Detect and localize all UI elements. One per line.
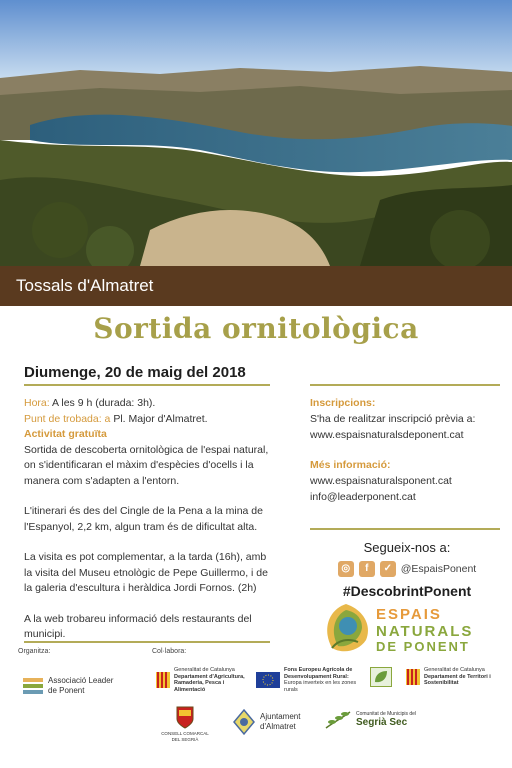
ajuntament-almatret-logo xyxy=(232,708,322,736)
meeting-value: Pl. Major d'Almatret. xyxy=(113,412,208,425)
segria-line1: Comunitat de Municipis del xyxy=(356,710,417,717)
meeting-line xyxy=(24,412,276,428)
espais-naturals-logo xyxy=(318,600,498,656)
time-line xyxy=(24,396,276,412)
gen1-line2: Departament d'Agricultura, Ramaderia, Pesca i Alimentació xyxy=(174,673,245,693)
hashtag: #DescobrintPonent xyxy=(342,583,472,599)
leader-ponent-logo xyxy=(22,675,142,697)
event-date: Diumenge, 20 de maig del 2018 xyxy=(24,364,246,381)
consell-line1: CONSELL COMARCAL xyxy=(161,731,209,736)
signup-label: Inscripcions: xyxy=(310,397,376,409)
eu-feader-logo xyxy=(256,667,366,693)
eu-line2: Europa inverteix en les zones rurals xyxy=(284,680,357,693)
eu-text xyxy=(284,667,366,693)
ajuntament-name: Ajuntament d'Almatret xyxy=(260,712,301,731)
social-handle[interactable]: @EspaisPonent xyxy=(400,563,477,575)
brand-line-1: ESPAIS xyxy=(376,606,442,623)
social-row xyxy=(312,561,502,577)
segria-line2: Segrià Sec xyxy=(356,717,408,729)
complement-paragraph: La visita es pot complementar, a la tarda (16h), amb la visita del Museu etnològic de Pepe Guillermo, i de la galeria d'escultura i heràldica Jordi Fornos. (2h) xyxy=(24,551,268,594)
eu-flag-icon xyxy=(256,672,280,688)
collab-label: Col·labora: xyxy=(152,648,187,655)
eu-line1: Fons Europeu Agrícola de Desenvolupament Rural: xyxy=(284,667,353,680)
generalitat-agriculture-text xyxy=(174,667,256,693)
info-email-link[interactable]: info@leaderponent.cat xyxy=(310,491,416,503)
facebook-icon[interactable]: f xyxy=(359,561,375,577)
brand-line-3: DE PONENT xyxy=(376,639,470,654)
contact-info xyxy=(310,395,500,505)
social-section xyxy=(312,540,502,599)
olive-branch-icon xyxy=(324,708,352,732)
ajuntament-crest-icon xyxy=(232,708,256,736)
consell-comarcal-logo xyxy=(160,705,210,743)
left-bottom-rule xyxy=(24,641,270,643)
leader-eu-icon xyxy=(370,667,392,687)
follow-title: Segueix-nos a: xyxy=(363,540,451,555)
generalitat-agriculture-logo xyxy=(156,667,256,693)
right-top-rule xyxy=(310,384,500,386)
generalitat-territory-text xyxy=(424,667,504,687)
restaurants-paragraph: A la web trobareu informació dels restaurants del municipi. xyxy=(24,612,252,640)
segria-sec-logo xyxy=(324,708,424,732)
segria-text xyxy=(356,711,422,730)
landscape-image xyxy=(0,0,512,266)
meeting-label: Punt de trobada: a xyxy=(24,412,111,425)
event-title: Sortida ornitològica xyxy=(93,312,419,345)
info-web-link[interactable]: www.espaisnaturalsponent.cat xyxy=(310,475,452,487)
gen2-line1: Generalitat de Catalunya xyxy=(424,667,485,673)
consell-line2: DEL SEGRIÀ xyxy=(171,737,199,742)
time-label: Hora: xyxy=(24,397,50,409)
generalitat-flag-icon-2 xyxy=(406,669,420,685)
location-banner xyxy=(0,266,512,306)
brand-line-2: NATURALS xyxy=(376,623,474,640)
twitter-icon[interactable]: ✓ xyxy=(380,561,396,577)
leaf-icon xyxy=(371,668,391,686)
signup-link[interactable]: www.espaisnaturalsdeponent.cat xyxy=(310,429,464,441)
leader-logo-icon xyxy=(22,675,44,697)
itinerary-paragraph: L'itinerari és des del Cingle de la Pena a la mina de l'Espanyol, 2,2 km, algun tram és de dificultat alta. xyxy=(24,505,263,533)
instagram-icon[interactable]: ◎ xyxy=(338,561,354,577)
location-title: Tossals d'Almatret xyxy=(16,276,154,295)
hero-photo xyxy=(0,0,512,266)
gen1-line1: Generalitat de Catalunya xyxy=(174,667,235,673)
right-middle-rule xyxy=(310,528,500,530)
free-activity-label: Activitat gratuïta xyxy=(24,428,107,440)
gen2-line2: Departament de Territori i Sostenibilitat xyxy=(424,673,491,686)
event-details xyxy=(24,396,276,643)
organize-label: Organitza: xyxy=(18,648,51,655)
leaf-logo-icon xyxy=(318,600,374,656)
date-underline xyxy=(24,384,270,386)
time-value: A les 9 h (durada: 3h). xyxy=(52,397,156,409)
generalitat-flag-icon xyxy=(156,672,170,688)
signup-text: S'ha de realitzar inscripció prèvia a: xyxy=(310,413,476,425)
coat-of-arms-icon xyxy=(175,705,195,729)
generalitat-territory-logo xyxy=(406,667,506,687)
leader-name: Associació Leader de Ponent xyxy=(48,676,114,695)
description-paragraph: Sortida de descoberta ornitològica de l'espai natural, on s'identificaran el màxim d'espècies d'ocells i la manera com s'adapten a l'entorn. xyxy=(24,443,269,487)
info-label: Més informació: xyxy=(310,459,391,471)
